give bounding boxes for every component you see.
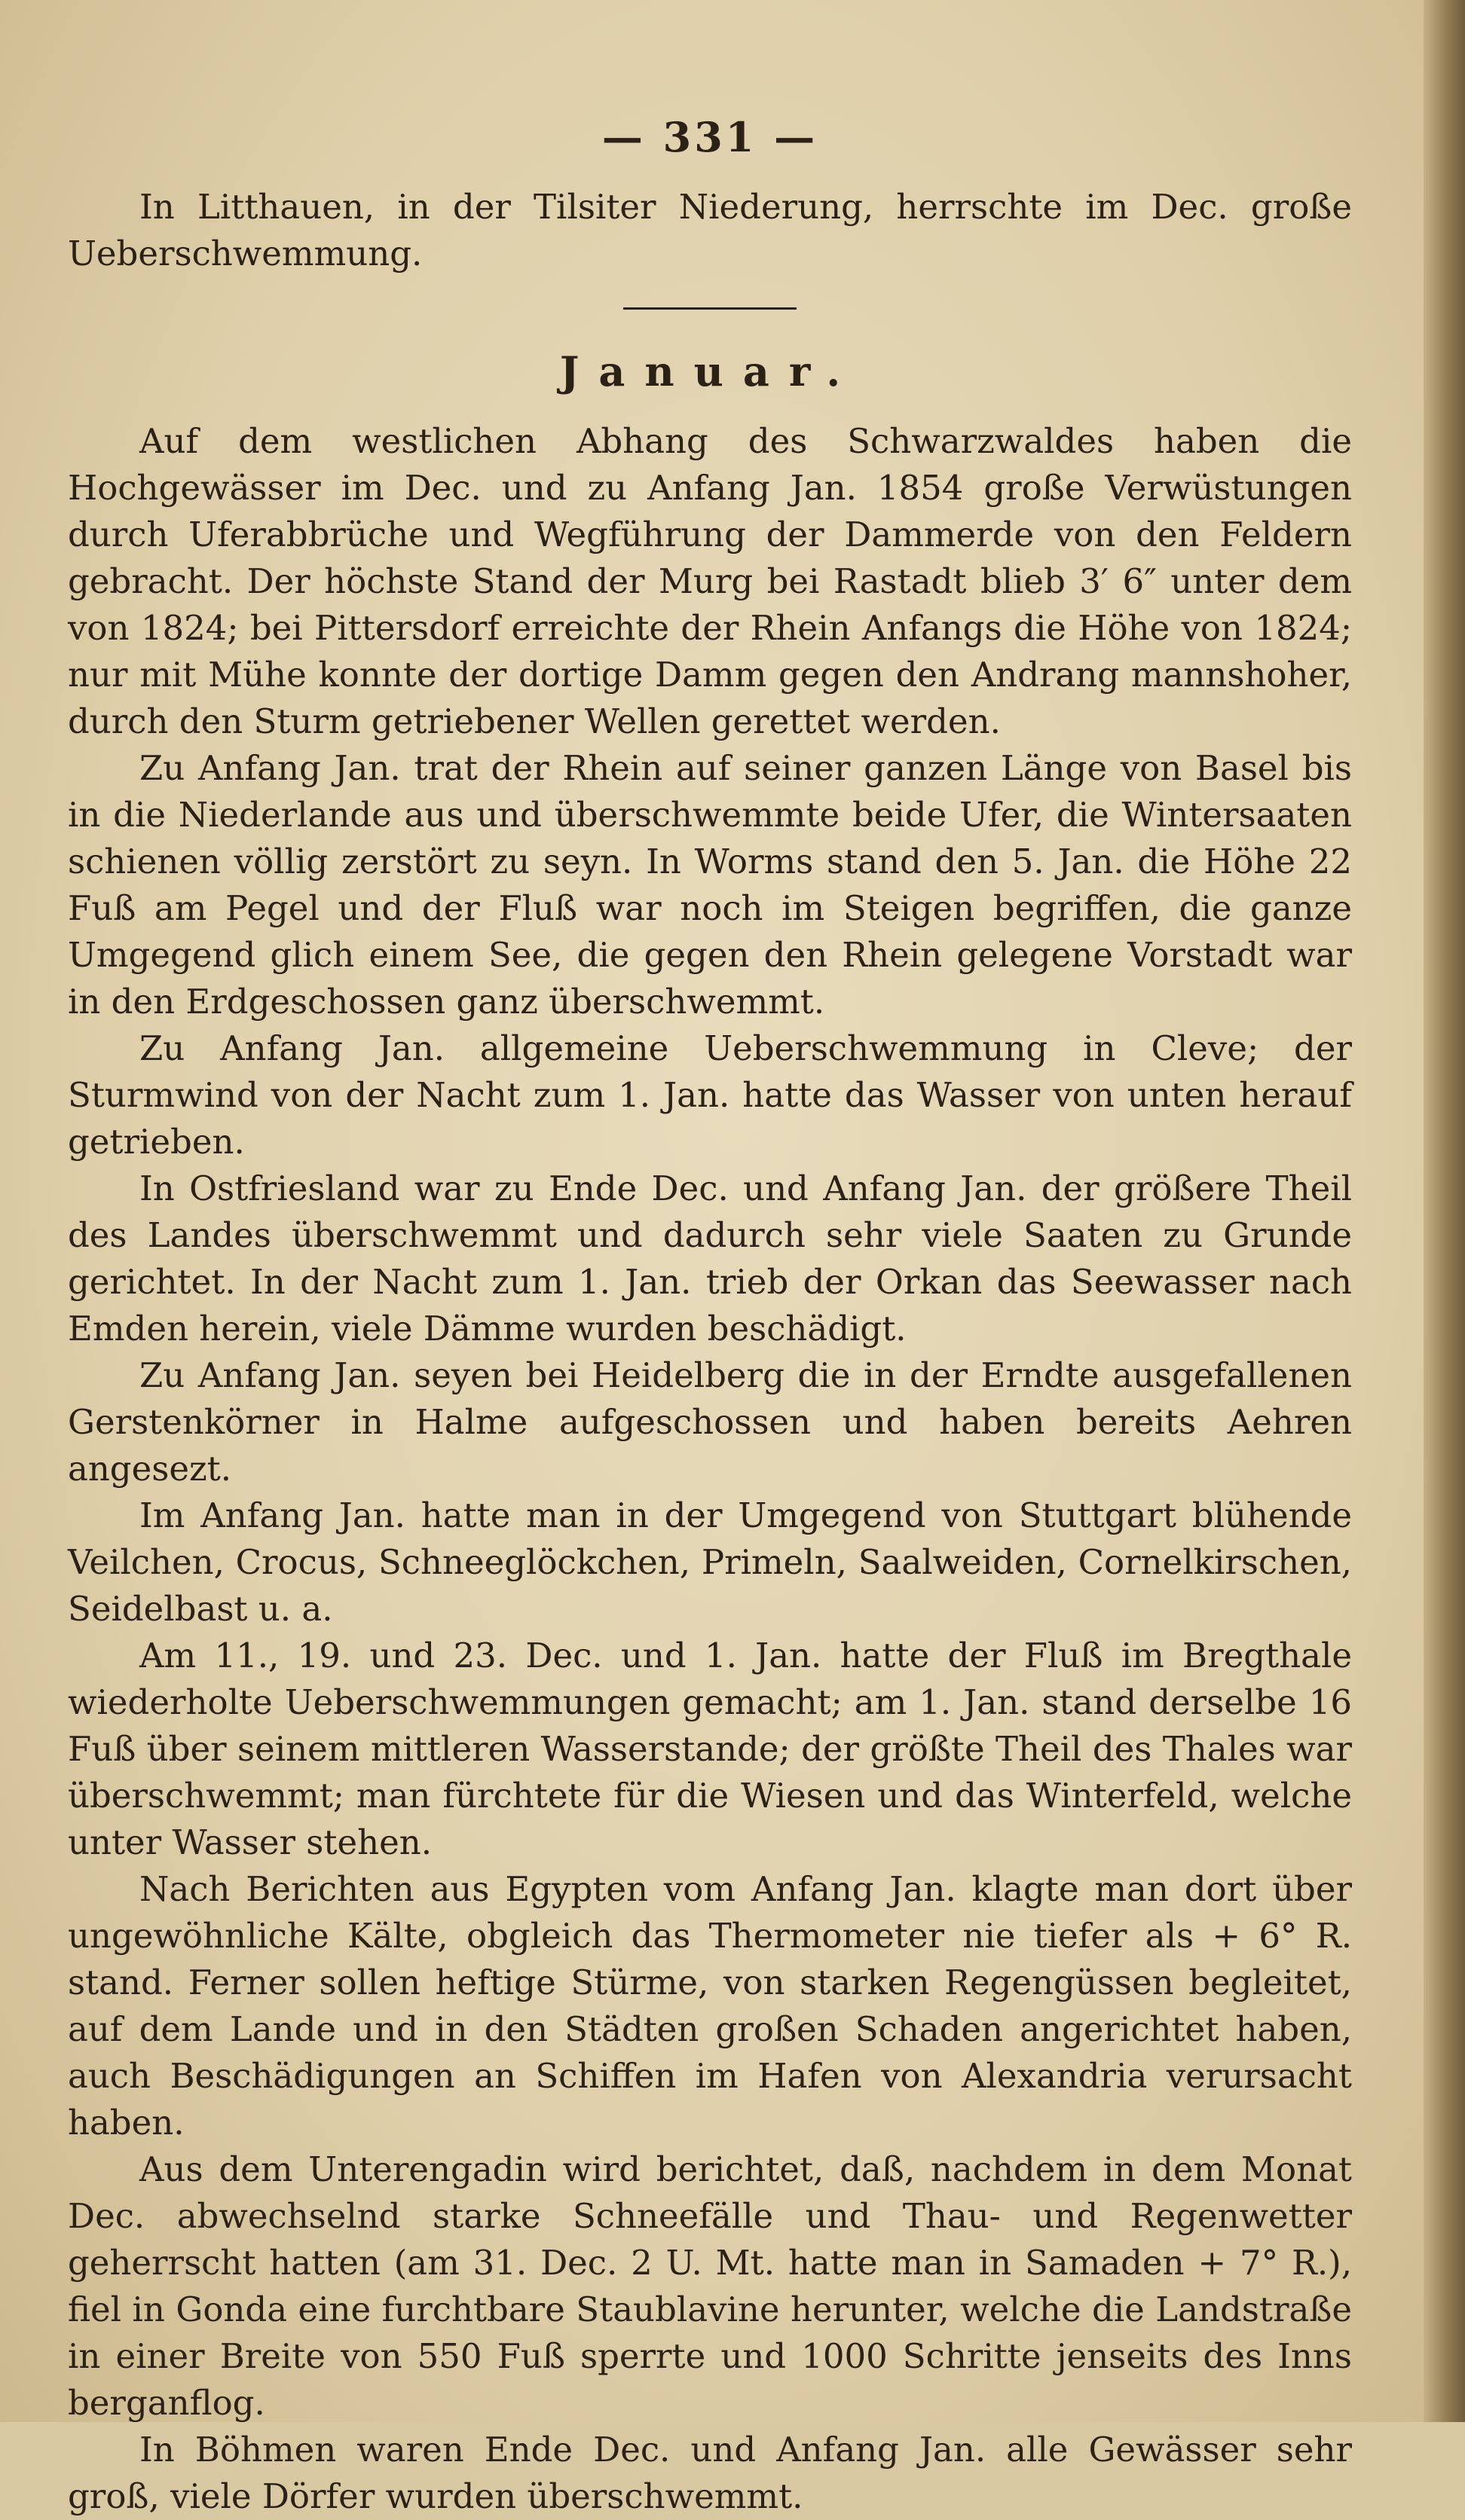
paragraph: Aus dem Unterengadin wird berichtet, daß, nachdem in dem Monat Dec. abwechselnd starke Schneefälle und Thau- und Regenwetter geherrscht hatten (am 31. Dec. 2 U. Mt. hatte man in Samaden + 7° R.), fiel in Gonda eine furchtbare Staublavine herunter, welche die Landstraße in einer Breite von 550 Fuß sperrte und 1000 Schritte jenseits des Inns berganflog. <box>68 2149 1352 2423</box>
paragraph: Zu Anfang Jan. allgemeine Ueberschwemmung in Cleve; der Sturmwind von der Nacht zum 1. Jan. hatte das Wasser von unten herauf getrieben. <box>68 1028 1352 1162</box>
paragraph: Auf dem westlichen Abhang des Schwarzwaldes haben die Hochgewässer im Dec. und zu Anfang Jan. 1854 große Verwüstungen durch Uferabbrüche und Wegführung der Dammerde von den Feldern gebracht. Der höchste Stand der Murg bei Rastadt blieb 3′ 6″ unter dem von 1824; bei Pittersdorf erreichte der Rhein Anfangs die Höhe von 1824; nur mit Mühe konnte der dortige Damm gegen den Andrang mannshoher, durch den Sturm getriebener Wellen gerettet werden. <box>68 421 1352 741</box>
paragraph: Im Anfang Jan. hatte man in der Umgegend von Stuttgart blühende Veilchen, Crocus, Schneeglöckchen, Primeln, Saalweiden, Cornelkirschen, Seidelbast u. a. <box>68 1495 1352 1629</box>
paragraph: Am 11., 19. und 23. Dec. und 1. Jan. hatte der Fluß im Bregthale wiederholte Ueberschwemmungen gemacht; am 1. Jan. stand derselbe 16 Fuß über seinem mittleren Wasserstande; der größte Theil des Thales war überschwemmt; man fürchtete für die Wiesen und das Winterfeld, welche unter Wasser stehen. <box>68 1636 1352 1862</box>
section-divider <box>623 307 797 310</box>
paragraph: Nach Berichten aus Egypten vom Anfang Jan. klagte man dort über ungewöhnliche Kälte, obgleich das Thermometer nie tiefer als + 6° R. stand. Ferner sollen heftige Stürme, von starken Regengüssen begleitet, auf dem Lande und in den Städten großen Schaden angerichtet haben, auch Beschädigungen an Schiffen im Hafen von Alexandria verursacht haben. <box>68 1869 1352 2143</box>
paragraph: In Böhmen waren Ende Dec. und Anfang Jan. alle Gewässer sehr groß, viele Dörfer wurden überschwemmt. <box>68 2430 1352 2516</box>
intro-paragraph: In Litthauen, in der Tilsiter Niederung, herrschte im Dec. große Ueberschwemmung. <box>68 187 1352 273</box>
paragraph: Zu Anfang Jan. seyen bei Heidelberg die in der Erndte ausgefallenen Gerstenkörner in Halme aufgeschossen und haben bereits Aehren angesezt. <box>68 1355 1352 1489</box>
section-title: Januar. <box>559 347 861 396</box>
paragraph: Zu Anfang Jan. trat der Rhein auf seiner ganzen Länge von Basel bis in die Niederlande aus und überschwemmte beide Ufer, die Wintersaaten schienen völlig zerstört zu seyn. In Worms stand den 5. Jan. die Höhe 22 Fuß am Pegel und der Fluß war noch im Steigen begriffen, die ganze Umgegend glich einem See, die gegen den Rhein gelegene Vorstadt war in den Erdgeschossen ganz überschwemmt. <box>68 748 1352 1022</box>
paragraph: In Ostfriesland war zu Ende Dec. und Anfang Jan. der größere Theil des Landes überschwemmt und dadurch sehr viele Saaten zu Grunde gerichtet. In der Nacht zum 1. Jan. trieb der Orkan das Seewasser nach Emden herein, viele Dämme wurden beschädigt. <box>68 1168 1352 1349</box>
book-spine-shadow <box>1424 0 1465 2422</box>
page-number: — 331 — <box>601 113 818 161</box>
